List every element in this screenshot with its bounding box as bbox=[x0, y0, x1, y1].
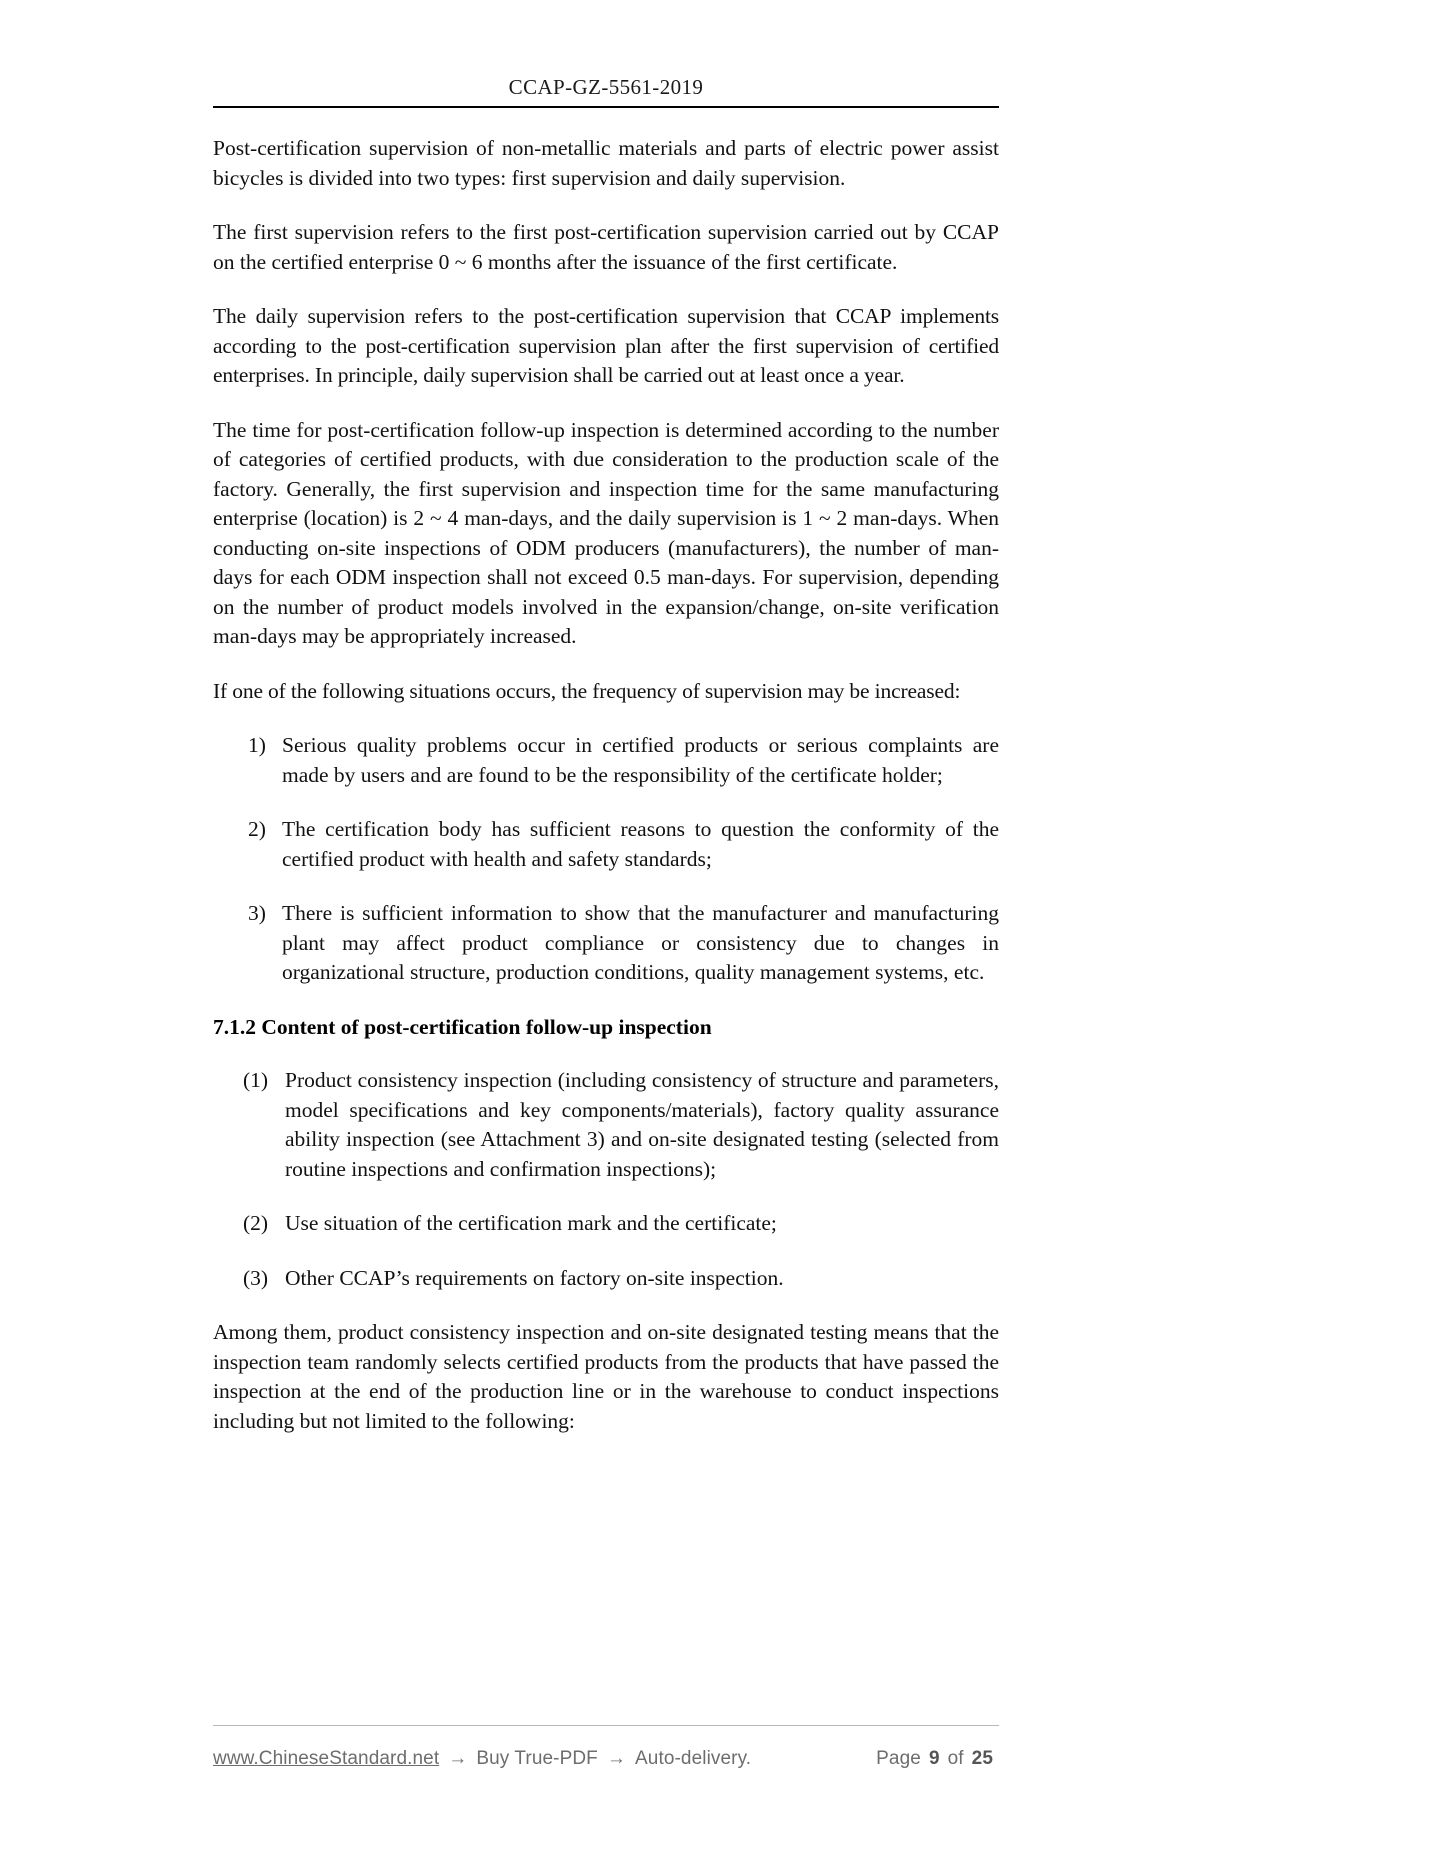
list-marker: 2) bbox=[248, 817, 266, 842]
list-item-text: There is sufficient information to show that the manufacturer and manufacturing plant may affect product compliance or consistency due to changes in organizational structure, production conditions, quality management systems, etc. bbox=[282, 901, 999, 985]
list-item bbox=[213, 1066, 999, 1184]
list-item-text: Serious quality problems occur in certified products or serious complaints are made by users and are found to be the responsibility of the certificate holder; bbox=[282, 733, 999, 787]
document-body bbox=[213, 108, 999, 1436]
footer-promo bbox=[213, 1748, 751, 1770]
paragraph-intro: Post-certification supervision of non-metallic materials and parts of electric power assist bicycles is divided into two types: first supervision and daily supervision. bbox=[213, 136, 999, 190]
arrow-right-icon: → bbox=[606, 1748, 627, 1769]
list-item bbox=[213, 815, 999, 874]
page-header bbox=[213, 0, 999, 99]
list-item bbox=[213, 731, 999, 790]
arrow-right-icon: → bbox=[448, 1748, 468, 1769]
page-label: Page bbox=[876, 1748, 921, 1769]
document-code-title: CCAP-GZ-5561-2019 bbox=[508, 75, 704, 99]
page-content-frame bbox=[213, 0, 999, 1461]
paragraph-frequency-intro: If one of the following situations occurs, the frequency of supervision may be increased: bbox=[213, 678, 961, 703]
footer-delivery-label: Auto-delivery. bbox=[635, 1748, 752, 1769]
page-of-label: of bbox=[947, 1748, 964, 1769]
footer-buy-label: Buy True-PDF bbox=[476, 1748, 598, 1769]
list-item bbox=[213, 1209, 999, 1239]
footer-row bbox=[213, 1726, 999, 1770]
increase-frequency-list bbox=[213, 731, 999, 988]
subsection-heading: 7.1.2 Content of post-certification follow-up inspection bbox=[213, 1014, 712, 1039]
paragraph-inspection-time: The time for post-certification follow-up inspection is determined according to the number of categories of certified products, with due consideration to the production scale of the factory. Generally, the first supervision and inspection time for the same manufacturing enterprise (location) is 2 ~ 4 man-days, and the daily supervision is 1 ~ 2 man-days. When conducting on-site inspections of ODM producers (manufacturers), the number of man-days for each ODM inspection shall not exceed 0.5 man-days. For supervision, depending on the number of product models involved in the expansion/change, on-site verification man-days may be appropriately increased. bbox=[213, 417, 999, 649]
list-item-text: Other CCAP’s requirements on factory on-site inspection. bbox=[285, 1265, 784, 1290]
list-item bbox=[213, 1264, 999, 1294]
paragraph-closing: Among them, product consistency inspection and on-site designated testing means that the inspection team randomly selects certified products from the products that have passed the inspection at the end of the production line or in the warehouse to conduct inspections including but not limited to the following: bbox=[213, 1320, 999, 1433]
paragraph-first-supervision: The first supervision refers to the first post-certification supervision carried out by CCAP on the certified enterprise 0 ~ 6 months after the issuance of the first certificate. bbox=[213, 220, 999, 274]
list-marker: 1) bbox=[248, 733, 266, 758]
footer-website-link[interactable]: www.ChineseStandard.net bbox=[213, 1748, 440, 1769]
page-footer bbox=[213, 1725, 999, 1770]
list-marker: (1) bbox=[243, 1068, 269, 1093]
page-total: 25 bbox=[971, 1748, 993, 1769]
list-marker: (2) bbox=[243, 1211, 269, 1236]
list-item-text: Use situation of the certification mark and the certificate; bbox=[285, 1211, 777, 1236]
page-number: 9 bbox=[928, 1748, 940, 1769]
list-item-text: The certification body has sufficient reasons to question the conformity of the certified product with health and safety standards; bbox=[282, 817, 999, 871]
paragraph-daily-supervision: The daily supervision refers to the post-certification supervision that CCAP implements according to the post-certification supervision plan after the first supervision of certified enterprises. In principle, daily supervision shall be carried out at least once a year. bbox=[213, 304, 999, 388]
list-item-text: Product consistency inspection (including consistency of structure and parameters, model specifications and key components/materials), factory quality assurance ability inspection (see Attachment 3) and on-site designated testing (selected from routine inspections and confirmation inspections); bbox=[285, 1068, 999, 1181]
inspection-content-list bbox=[213, 1066, 999, 1293]
page-indicator bbox=[876, 1748, 999, 1770]
list-marker: (3) bbox=[243, 1265, 269, 1290]
list-item bbox=[213, 899, 999, 988]
list-marker: 3) bbox=[248, 901, 266, 926]
